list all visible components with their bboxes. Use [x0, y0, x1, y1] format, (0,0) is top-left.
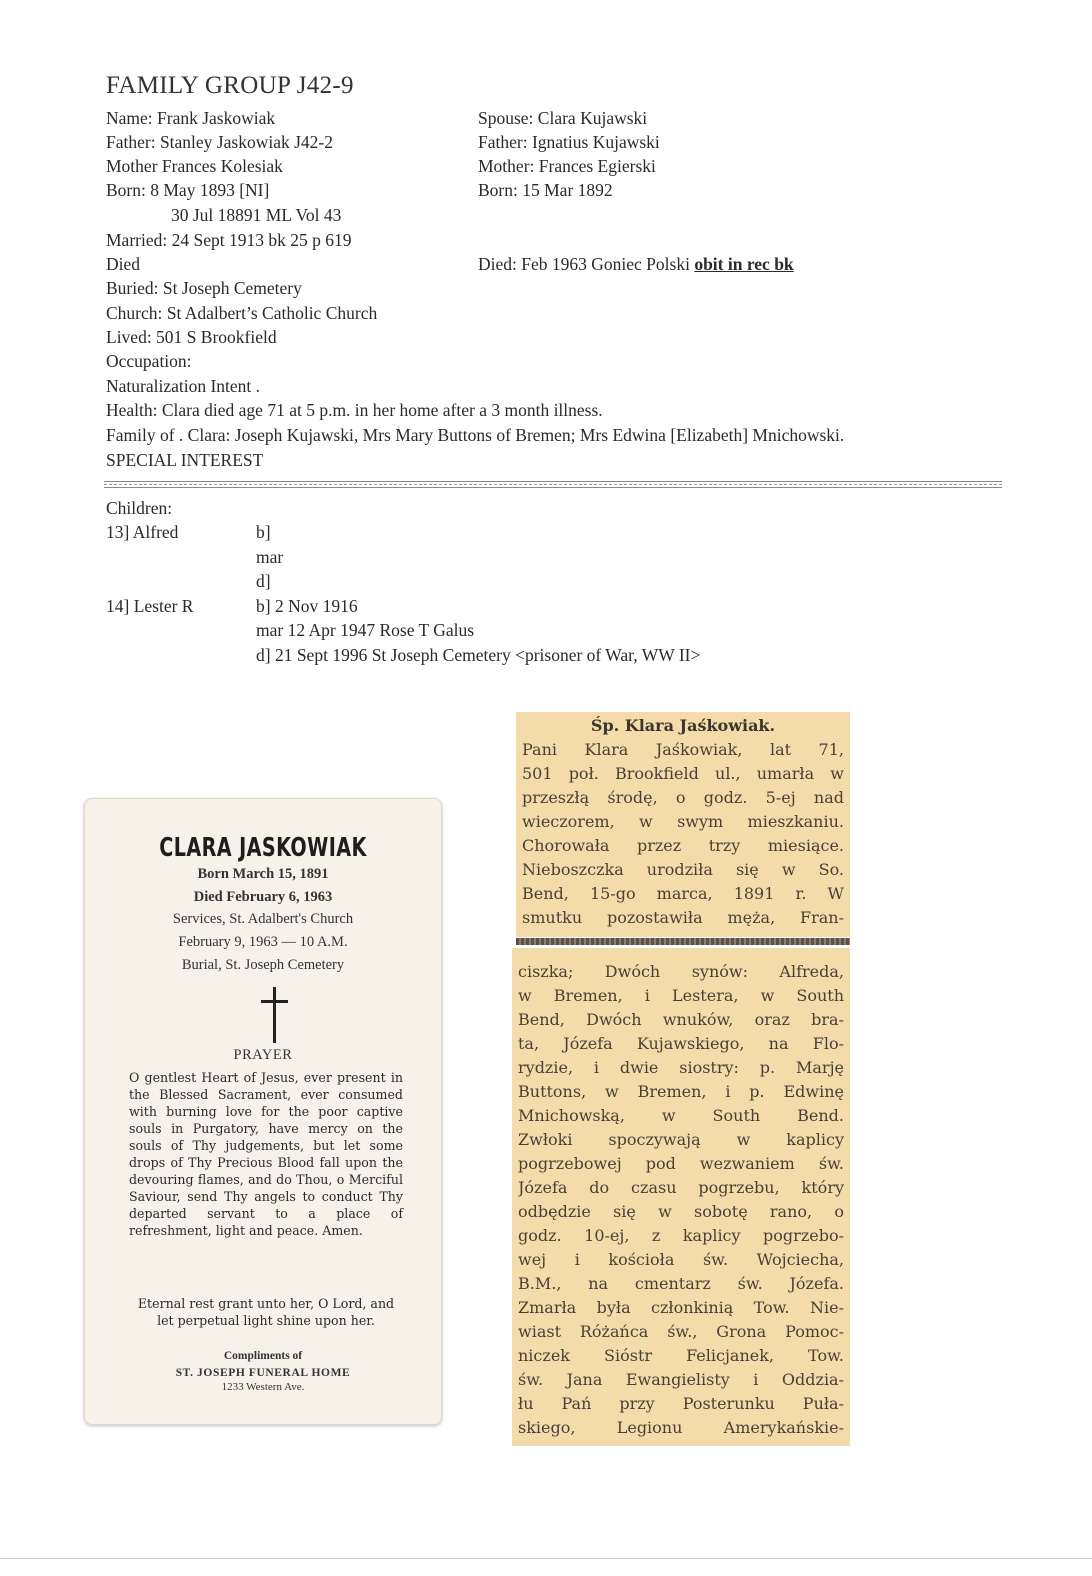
clipping-divider — [516, 938, 850, 945]
field-occupation: Occupation: — [106, 351, 192, 371]
clipping-line: skiego, Legionu Amerykańskie- — [518, 1418, 844, 1437]
clipping-line: wej i kościoła św. Wojciecha, — [518, 1250, 844, 1269]
field-family-of: Family of . Clara: Joseph Kujawski, Mrs Mary Buttons of Bremen; Mrs Edwina [Elizabeth] Mnichowski. — [106, 425, 845, 445]
child-married: mar — [256, 547, 284, 567]
clipping-line: ta, Józefa Kujawskiego, na Flo- — [518, 1034, 844, 1053]
clipping-line: wieczorem, w swym mieszkaniu. — [522, 812, 844, 831]
clipping-line: Zwłoki spoczywają w kaplicy — [518, 1130, 844, 1149]
section-divider — [104, 481, 1002, 488]
children-label: Children: — [106, 498, 173, 518]
card-eternal-rest: Eternal rest grant unto her, O Lord, and let perpetual light shine upon her. — [137, 1296, 395, 1328]
clipping-line: smutku pozostawiła męża, Fran- — [522, 908, 844, 927]
card-deceased-name: CLARA JASKOWIAK — [159, 833, 367, 863]
clipping-line: ciszka; Dwóch synów: Alfreda, — [518, 962, 844, 981]
page-title: FAMILY GROUP J42-9 — [106, 72, 354, 99]
field-born-alt: 30 Jul 18891 ML Vol 43 — [171, 205, 342, 225]
child-name: 13] Alfred — [106, 522, 179, 542]
clipping-line: Bend, Dwóch wnuków, oraz bra- — [518, 1010, 844, 1029]
obituary-clipping-bottom — [512, 948, 850, 1446]
field-lived: Lived: 501 S Brookfield — [106, 327, 277, 347]
clipping-line: Józefa do czasu pogrzebu, który — [518, 1178, 844, 1197]
field-born: Born: 8 May 1893 [NI] — [106, 180, 270, 200]
field-special-interest: SPECIAL INTEREST — [106, 450, 264, 470]
field-mother: Mother Frances Kolesiak — [106, 156, 283, 176]
clipping-line: odbędzie się w sobotę rano, o — [518, 1202, 844, 1221]
child-born: b] 2 Nov 1916 — [256, 596, 358, 616]
clipping-line: w Bremen, i Lestera, w South — [518, 986, 844, 1005]
field-spouse: Spouse: Clara Kujawski — [478, 108, 648, 128]
clipping-line: B.M., na cmentarz św. Józefa. — [518, 1274, 844, 1293]
field-church: Church: St Adalbert’s Catholic Church — [106, 303, 378, 323]
card-burial: Burial, St. Joseph Cemetery — [181, 957, 345, 973]
clipping-line: wiast Różańca św., Grona Pomoc- — [518, 1322, 844, 1341]
clipping-heading: Śp. Klara Jaśkowiak. — [590, 716, 776, 735]
card-died: Died February 6, 1963 — [193, 889, 333, 905]
obituary-clipping-top — [516, 712, 850, 937]
clipping-line: Pani Klara Jaśkowiak, lat 71, — [522, 740, 844, 759]
field-spouse-father: Father: Ignatius Kujawski — [478, 132, 660, 152]
clipping-line: św. Jana Ewangielisty i Oddzia- — [518, 1370, 844, 1389]
card-services-date: February 9, 1963 — 10 A.M. — [178, 934, 348, 950]
card-compliments: Compliments of — [223, 1350, 303, 1362]
clipping-line: Nieboszczka urodziła się w So. — [522, 860, 844, 879]
clipping-line: godz. 10-ej, z kaplicy pogrzebo- — [518, 1226, 844, 1245]
field-spouse-born: Born: 15 Mar 1892 — [478, 180, 613, 200]
clipping-text-bottom — [512, 948, 850, 1440]
clipping-line: Chorowała przez trzy miesiące. — [522, 836, 844, 855]
field-buried: Buried: St Joseph Cemetery — [106, 278, 302, 298]
child-died: d] 21 Sept 1996 St Joseph Cemetery <prisoner of War, WW II> — [256, 645, 701, 665]
child-born: b] — [256, 522, 271, 542]
card-prayer-text: O gentlest Heart of Jesus, ever present in the Blessed Sacrament, ever consumed with burning love for the poor captive souls in Purgatory, have mercy on the souls of Thy judgements, but let some drops of Thy Precious Blood fall upon the devouring flames, and do Thou, o Merciful Saviour, send Thy angels to conduct Thy departed servant to a place of refreshment, light and peace. Amen. — [129, 1070, 403, 1238]
clipping-line: Buttons, w Bremen, i p. Edwinę — [518, 1082, 844, 1101]
field-spouse-mother: Mother: Frances Egierski — [478, 156, 656, 176]
clipping-line: rydzie, i dwie siostry: p. Marję — [518, 1058, 844, 1077]
clipping-line: niczek Sióstr Felicjanek, Tow. — [518, 1346, 844, 1365]
clipping-line: pogrzebowej pod wezwaniem św. — [518, 1154, 844, 1173]
clipping-line: przeszłą środę, o godz. 5-ej nad — [522, 788, 844, 807]
clipping-line: 501 poł. Brookfield ul., umarła w — [522, 764, 844, 783]
card-prayer-title: PRAYER — [233, 1047, 293, 1063]
clipping-line: łu Pań przy Posterunku Puła- — [518, 1394, 844, 1413]
field-name: Name: Frank Jaskowiak — [106, 108, 276, 128]
field-spouse-died — [478, 252, 794, 276]
page-bottom-edge — [0, 1558, 1092, 1559]
child-married: mar 12 Apr 1947 Rose T Galus — [256, 620, 475, 640]
field-married: Married: 24 Sept 1913 bk 25 p 619 — [106, 230, 352, 250]
obit-reference: obit in rec bk — [694, 254, 794, 274]
field-health: Health: Clara died age 71 at 5 p.m. in her home after a 3 month illness. — [106, 400, 603, 420]
clipping-text-top — [516, 738, 850, 930]
card-services: Services, St. Adalbert's Church — [172, 911, 354, 927]
child-name: 14] Lester R — [106, 596, 194, 616]
clipping-line: Bend, 15-go marca, 1891 r. W — [522, 884, 844, 903]
field-naturalization: Naturalization Intent . — [106, 376, 261, 396]
spouse-died-text: Died: Feb 1963 Goniec Polski — [478, 254, 695, 274]
clipping-line: Zmarła była członkinią Tow. Nie- — [518, 1298, 844, 1317]
card-address: 1233 Western Ave. — [221, 1381, 305, 1393]
cross-icon — [255, 987, 295, 1043]
memorial-card — [84, 798, 442, 1425]
clipping-line: Mnichowską, w South Bend. — [518, 1106, 844, 1125]
card-born: Born March 15, 1891 — [197, 866, 329, 882]
field-father: Father: Stanley Jaskowiak J42-2 — [106, 132, 333, 152]
child-died: d] — [256, 571, 271, 591]
field-died: Died — [106, 254, 141, 274]
card-funeral-home: ST. JOSEPH FUNERAL HOME — [175, 1367, 351, 1379]
